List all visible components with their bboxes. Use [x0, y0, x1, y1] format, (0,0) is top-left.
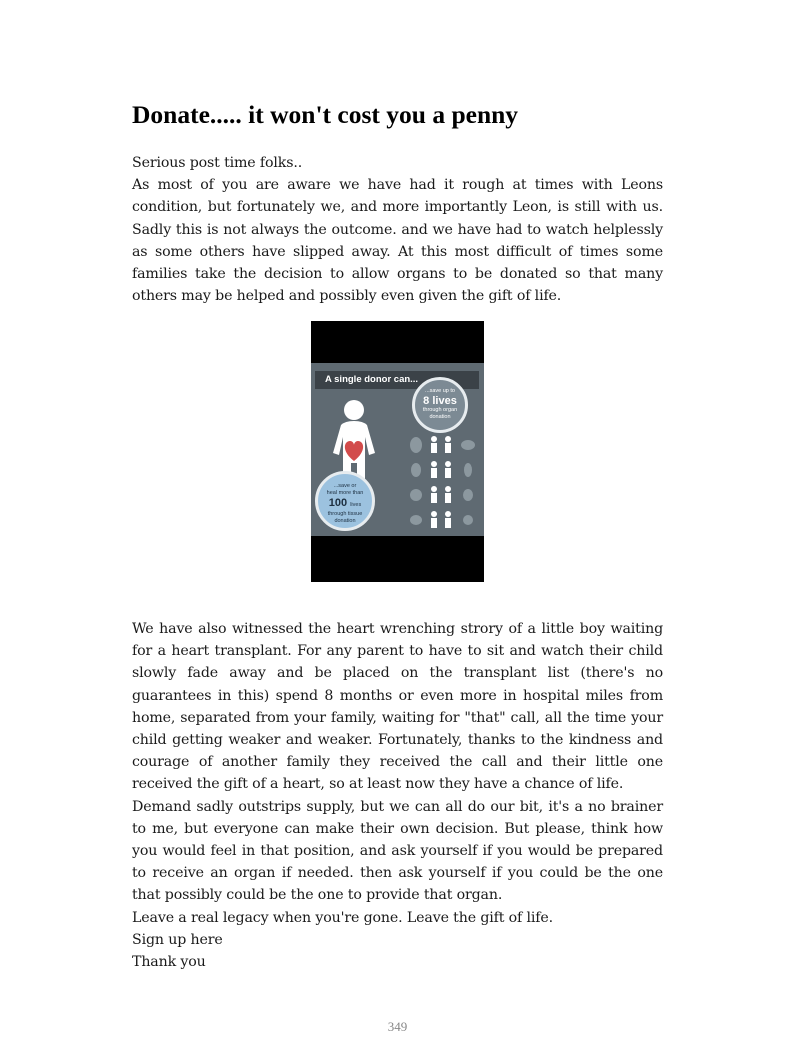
donor-infographic-image — [311, 321, 484, 582]
people-icons — [431, 436, 451, 528]
body-paragraph-1: We have also witnessed the heart wrenching strory of a little boy waiting for a heart transplant. For any parent to have to sit and watch their child slowly fade away and be placed on the transplant list (there's no guarantees in this) spend 8 months or even more in hospital miles from home, separated from your family, waiting for "that" call, all the time your child getting weaker and weaker. Fortunately, thanks to the kindness and courage of another family they received the call and their little one received the gift of a heart, so at least now they have a chance of life. — [132, 621, 663, 793]
intro-text — [132, 152, 663, 307]
page-number: 349 — [387, 1019, 408, 1034]
bubble-bottom-number-line — [318, 497, 372, 511]
organ-icons — [410, 437, 475, 525]
body-line-thanks: Thank you — [132, 954, 206, 971]
body-line-legacy: Leave a real legacy when you're gone. Leave the gift of life. — [132, 909, 553, 926]
sign-up-link[interactable]: Sign up here — [132, 931, 223, 948]
page-content — [132, 100, 663, 971]
bubble-top-pre: ...save up to — [425, 388, 455, 394]
body-text — [132, 618, 663, 973]
bubble-bottom-pre2: heal more than — [326, 490, 364, 496]
bubble-top-post1: through organ — [422, 407, 458, 413]
bubble-top-number: 8 lives — [423, 395, 457, 407]
bubble-bottom-post1: through tissue — [327, 511, 363, 517]
tissue-donation-bubble — [315, 471, 375, 531]
intro-paragraph: As most of you are aware we have had it rough at times with Leons condition, but fortunately we, and more importantly Leon, is still with us. Sadly this is not always the outcome. and we have had to watch helplessly as some others have slipped away. At this most difficult of times some families take the decision to allow organs to be donated so that many others may be helped and possibly even given the gift of life. — [132, 177, 663, 305]
body-paragraph-2: Demand sadly outstrips supply, but we can all do our bit, it's a no brainer to me, but everyone can make their own decision. But please, think how you would feel in that position, and ask yourself if you would be prepared to receive an organ if needed. then ask yourself if you could be the one that possibly could be the one to provide that organ. — [132, 798, 663, 904]
infographic-panel — [311, 363, 484, 536]
intro-line-1: Serious post time folks.. — [132, 155, 303, 171]
bubble-bottom-number: 100 — [328, 497, 348, 509]
bubble-top-post2: donation — [429, 414, 451, 420]
bubble-bottom-unit: lives — [350, 502, 362, 508]
banner-text: A single donor can... — [325, 374, 419, 385]
bubble-bottom-pre1: ...save or — [333, 483, 357, 489]
post-title: Donate..... it won't cost you a penny — [132, 100, 519, 129]
bubble-bottom-post2: donation — [334, 518, 356, 524]
organ-donation-bubble — [412, 377, 468, 433]
